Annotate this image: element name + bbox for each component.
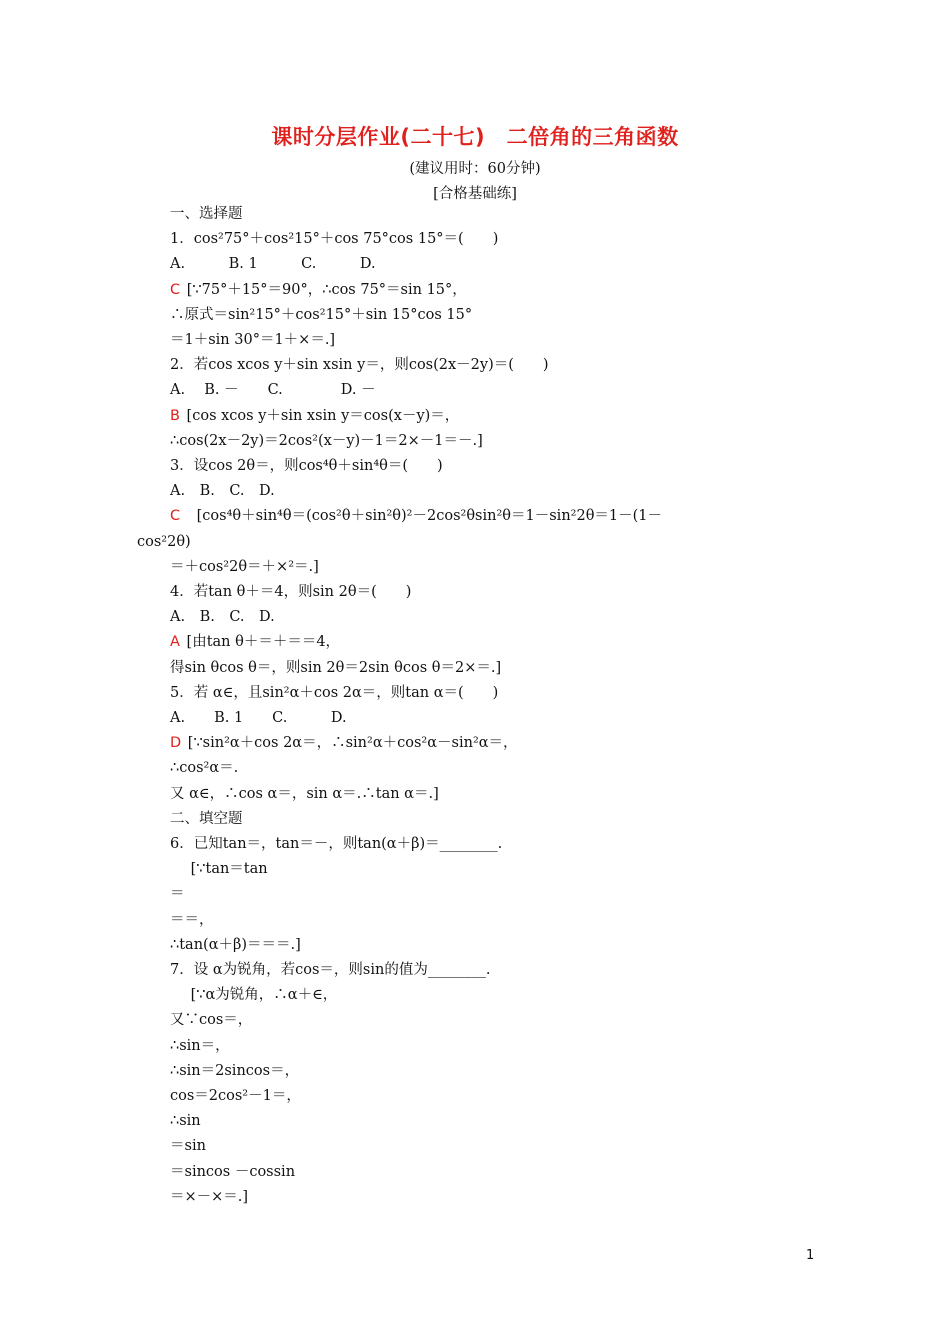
line-text: cos²2θ) bbox=[137, 533, 191, 550]
line-text: 二、填空题 bbox=[170, 810, 243, 827]
text-line bbox=[170, 330, 335, 350]
line-text: 一、选择题 bbox=[170, 206, 243, 222]
line-text: ∴原式＝sin²15°＋cos²15°＋sin 15°cos 15° bbox=[170, 306, 473, 323]
line-text: ∴sin＝2sincos＝， bbox=[170, 1062, 300, 1079]
line-text: [cos⁴θ＋sin⁴θ＝(cos²θ＋sin²θ)²－2cos²θsin²θ＝1－sin²2θ＝1－(1－ bbox=[182, 508, 663, 525]
text-line bbox=[170, 1111, 201, 1131]
text-line bbox=[170, 582, 411, 602]
line-text: 7．设 α为锐角，若cos＝，则sin的值为________. bbox=[170, 962, 491, 978]
answer-letter: A bbox=[170, 634, 180, 651]
text-line bbox=[137, 532, 191, 552]
text-line bbox=[170, 229, 498, 249]
answer-letter: D bbox=[170, 735, 182, 752]
text-line bbox=[170, 708, 347, 728]
line-text: ＝sincos －cossin bbox=[170, 1163, 296, 1180]
text-line bbox=[170, 683, 498, 703]
line-text: A. B. C. D. bbox=[170, 483, 275, 500]
answer-letter: C bbox=[170, 281, 181, 298]
text-line bbox=[170, 380, 376, 400]
answer-line bbox=[170, 506, 662, 526]
line-text: 6．已知tan＝，tan＝－，则tan(α＋β)＝________. bbox=[170, 836, 503, 852]
line-text: ∴sin bbox=[170, 1113, 201, 1130]
text-line bbox=[170, 884, 185, 904]
text-line bbox=[170, 1036, 230, 1056]
line-text: [∵sin²α＋cos 2α＝，∴sin²α＋cos²α－sin²α＝， bbox=[183, 735, 518, 752]
line-text: ∴tan(α＋β)＝＝＝.] bbox=[170, 936, 301, 953]
text-line bbox=[170, 809, 243, 829]
text-line bbox=[170, 254, 376, 274]
suggested-time: (建议用时：60分钟) bbox=[409, 161, 541, 177]
text-line bbox=[170, 834, 502, 854]
text-line bbox=[170, 1086, 301, 1106]
line-text: 又∵cos＝， bbox=[170, 1012, 253, 1029]
text-line bbox=[170, 305, 472, 325]
line-text: A. B. － C. D. － bbox=[170, 382, 376, 399]
line-text: [∵tan＝tan bbox=[186, 861, 268, 878]
answer-line bbox=[170, 280, 467, 300]
line-text: 5．若 α∈，且sin²α＋cos 2α＝，则tan α＝( ) bbox=[170, 684, 499, 701]
line-text: ∴cos(2x－2y)＝2cos²(x－y)－1＝2×－1＝－.] bbox=[170, 432, 483, 449]
line-text: ∴cos²α＝. bbox=[170, 760, 239, 777]
text-line bbox=[170, 658, 501, 678]
text-line bbox=[186, 859, 268, 879]
line-text: ＝＋cos²2θ＝＋×²＝.] bbox=[170, 558, 319, 575]
line-text: cos＝2cos²－1＝， bbox=[170, 1088, 301, 1104]
line-text: [cos xcos y＋sin xsin y＝cos(x－y)＝， bbox=[181, 407, 460, 424]
line-text: [由tan θ＋＝＋＝＝4， bbox=[181, 634, 341, 651]
line-text: 2．若cos xcos y＋sin xsin y＝，则cos(2x－2y)＝( ) bbox=[170, 357, 549, 374]
text-line bbox=[170, 910, 214, 930]
line-text: [∵75°＋15°＝90°，∴cos 75°＝sin 15°， bbox=[182, 281, 467, 298]
answer-line bbox=[170, 406, 459, 426]
text-line bbox=[170, 935, 301, 955]
text-line bbox=[170, 784, 439, 804]
text-line bbox=[170, 456, 443, 476]
text-line bbox=[170, 1162, 295, 1182]
section-heading: [合格基础练] bbox=[433, 186, 517, 202]
text-line bbox=[170, 204, 243, 224]
line-text: 1．cos²75°＋cos²15°＋cos 75°cos 15°＝( ) bbox=[170, 231, 499, 248]
text-line bbox=[170, 758, 238, 778]
answer-letter: C bbox=[170, 508, 181, 525]
line-text: 又 α∈，∴cos α＝，sin α＝.∴tan α＝.] bbox=[170, 785, 439, 802]
line-text: 3．设cos 2θ＝，则cos⁴θ＋sin⁴θ＝( ) bbox=[170, 458, 443, 474]
answer-line bbox=[170, 632, 340, 652]
text-line bbox=[170, 481, 275, 501]
text-line bbox=[170, 557, 319, 577]
line-text: 得sin θcos θ＝，则sin 2θ＝2sin θcos θ＝2×＝.] bbox=[170, 659, 502, 676]
line-text: ＝＝， bbox=[170, 911, 214, 928]
page-title: 课时分层作业(二十七) 二倍角的三角函数 bbox=[271, 125, 679, 149]
text-line bbox=[170, 431, 483, 451]
page-number: 1 bbox=[806, 1248, 815, 1263]
line-text: 4．若tan θ＋＝4，则sin 2θ＝( ) bbox=[170, 584, 412, 600]
line-text: ＝1＋sin 30°＝1＋×＝.] bbox=[170, 332, 336, 348]
line-text: A. B. 1 C. D. bbox=[170, 256, 376, 273]
text-line bbox=[170, 1061, 299, 1081]
line-text: ＝sin bbox=[170, 1138, 206, 1155]
text-line bbox=[170, 960, 490, 980]
text-line bbox=[170, 1010, 252, 1030]
text-line bbox=[186, 985, 337, 1005]
line-text: A. B. C. D. bbox=[170, 609, 275, 626]
text-line bbox=[170, 1187, 248, 1207]
text-line bbox=[170, 355, 549, 375]
answer-line bbox=[170, 733, 518, 753]
line-text: [∵α为锐角，∴α＋∈， bbox=[186, 987, 338, 1004]
line-text: ＝×－×＝.] bbox=[170, 1188, 249, 1205]
line-text: A. B. 1 C. D. bbox=[170, 710, 347, 726]
line-text: ＝ bbox=[170, 886, 185, 903]
line-text: ∴sin＝， bbox=[170, 1037, 230, 1054]
text-line bbox=[170, 607, 275, 627]
text-line bbox=[170, 1136, 206, 1156]
answer-letter: B bbox=[170, 407, 180, 424]
